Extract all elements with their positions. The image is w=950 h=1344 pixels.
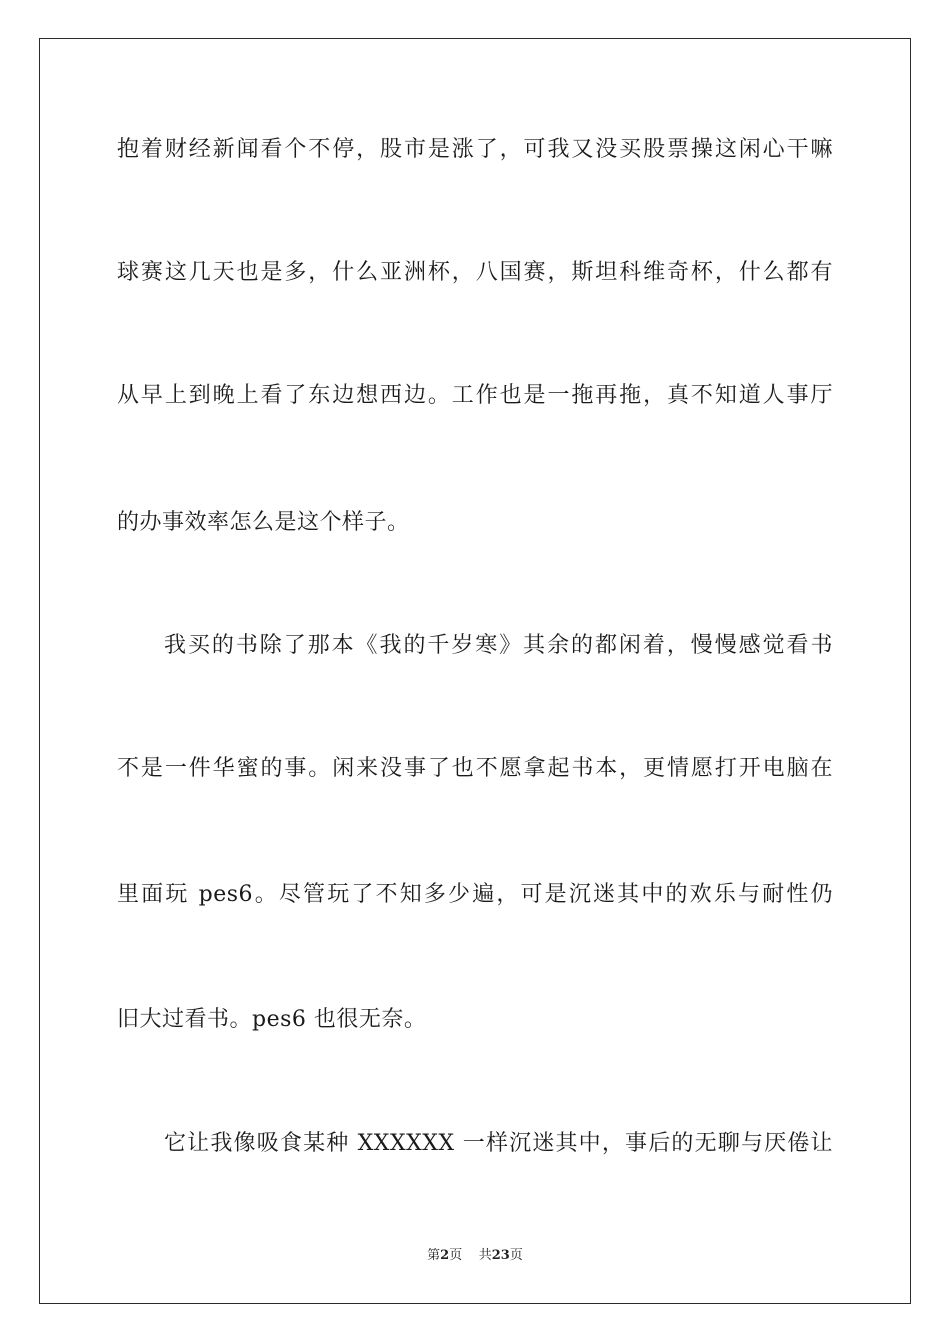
page-number: 2 — [440, 1248, 450, 1263]
page-footer — [0, 1247, 950, 1265]
text-line-9: 它让我像吸食某种 XXXXXX 一样沉迷其中，事后的无聊与厌倦让 — [164, 1131, 833, 1156]
text-line-6: 不是一件华蜜的事。闲来没事了也不愿拿起书本，更情愿打开电脑在 — [117, 756, 833, 781]
total-pages: 23 — [491, 1248, 510, 1263]
total-prefix: 共 — [478, 1248, 492, 1263]
text-line-3: 从早上到晚上看了东边想西边。工作也是一拖再拖，真不知道人事厅 — [117, 383, 833, 408]
text-line-1: 抱着财经新闻看个不停，股市是涨了，可我又没买股票操这闲心干嘛 — [117, 137, 833, 162]
page-suffix: 页 — [449, 1248, 463, 1263]
text-line-2: 球赛这几天也是多，什么亚洲杯，八国赛，斯坦科维奇杯，什么都有 — [117, 260, 833, 285]
text-line-5: 我买的书除了那本《我的千岁寒》其余的都闲着，慢慢感觉看书 — [164, 633, 833, 658]
page-prefix: 第 — [427, 1248, 441, 1263]
total-suffix: 页 — [509, 1248, 523, 1263]
page-border — [39, 38, 911, 1304]
text-line-7: 里面玩 pes6。尽管玩了不知多少遍，可是沉迷其中的欢乐与耐性仍 — [117, 882, 833, 907]
text-line-4: 的办事效率怎么是这个样子。 — [117, 510, 410, 535]
text-line-8: 旧大过看书。pes6 也很无奈。 — [117, 1007, 427, 1032]
